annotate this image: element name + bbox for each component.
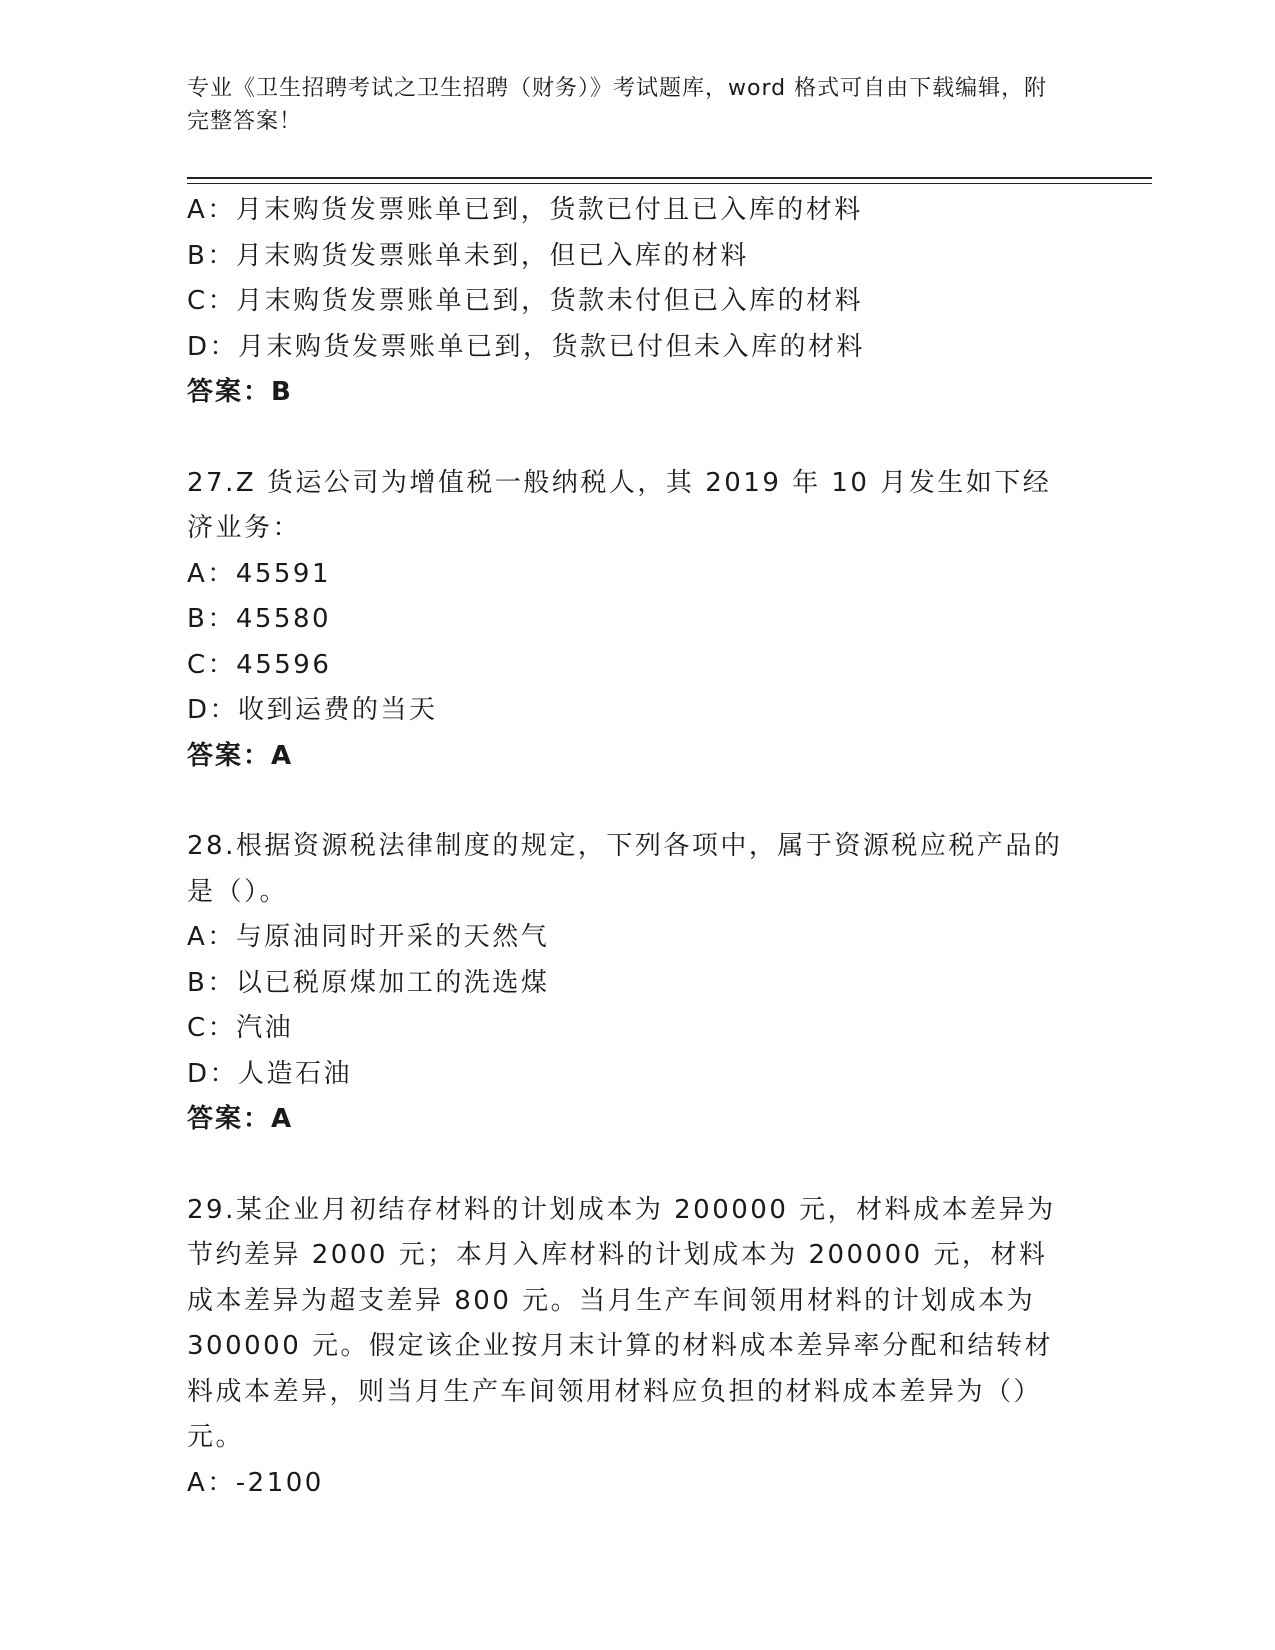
answer-line: 答案：B <box>187 377 293 407</box>
option-c: C：汽油 <box>187 1013 294 1043</box>
question-27 <box>187 461 1087 780</box>
option-a: A：45591 <box>187 558 331 589</box>
document-header <box>187 72 1067 138</box>
question-26 <box>187 188 1087 416</box>
question-stem: 28.根据资源税法律制度的规定，下列各项中，属于资源税应税产品的是（）。 <box>187 831 1063 907</box>
question-stem: 27.Z 货运公司为增值税一般纳税人，其 2019 年 10 月发生如下经济业务： <box>187 467 1052 543</box>
option-d: D：月末购货发票账单已到，货款已付但未入库的材料 <box>187 331 866 362</box>
header-divider-thick <box>187 177 1152 179</box>
question-29 <box>187 1188 1087 1507</box>
answer-line: 答案：A <box>187 1104 294 1134</box>
question-stem: 29.某企业月初结存材料的计划成本为 200000 元，材料成本差异为节约差异 2000 元；本月入库材料的计划成本为 200000 元，材料成本差异为超支差异 800 元。当月生产车间领用材料的计划成本为 300000 元。假定该企业按月末计算的材料成本差异率分配和结转材料成本差异，则当月生产车间领用材料应负担的材料成本差异为（）元。 <box>187 1194 1056 1452</box>
answer-line: 答案：A <box>187 740 294 771</box>
option-b: B：45580 <box>187 604 332 634</box>
question-28 <box>187 824 1087 1143</box>
option-d: D：收到运费的当天 <box>187 695 438 725</box>
option-a: A：月末购货发票账单已到，货款已付且已入库的材料 <box>187 195 863 225</box>
header-text: 专业《卫生招聘考试之卫生招聘（财务）》考试题库，word 格式可自由下载编辑，附完整答案！ <box>187 76 1048 134</box>
option-a: A：-2100 <box>187 1467 324 1498</box>
header-divider-thin <box>187 183 1152 184</box>
option-b: B：以已税原煤加工的洗选煤 <box>187 967 550 998</box>
question-list <box>187 188 1087 1506</box>
option-a: A：与原油同时开采的天然气 <box>187 922 550 952</box>
option-c: C：月末购货发票账单已到，货款未付但已入库的材料 <box>187 286 864 316</box>
option-b: B：月末购货发票账单未到，但已入库的材料 <box>187 240 749 271</box>
option-c: C：45596 <box>187 649 332 680</box>
option-d: D：人造石油 <box>187 1058 353 1089</box>
